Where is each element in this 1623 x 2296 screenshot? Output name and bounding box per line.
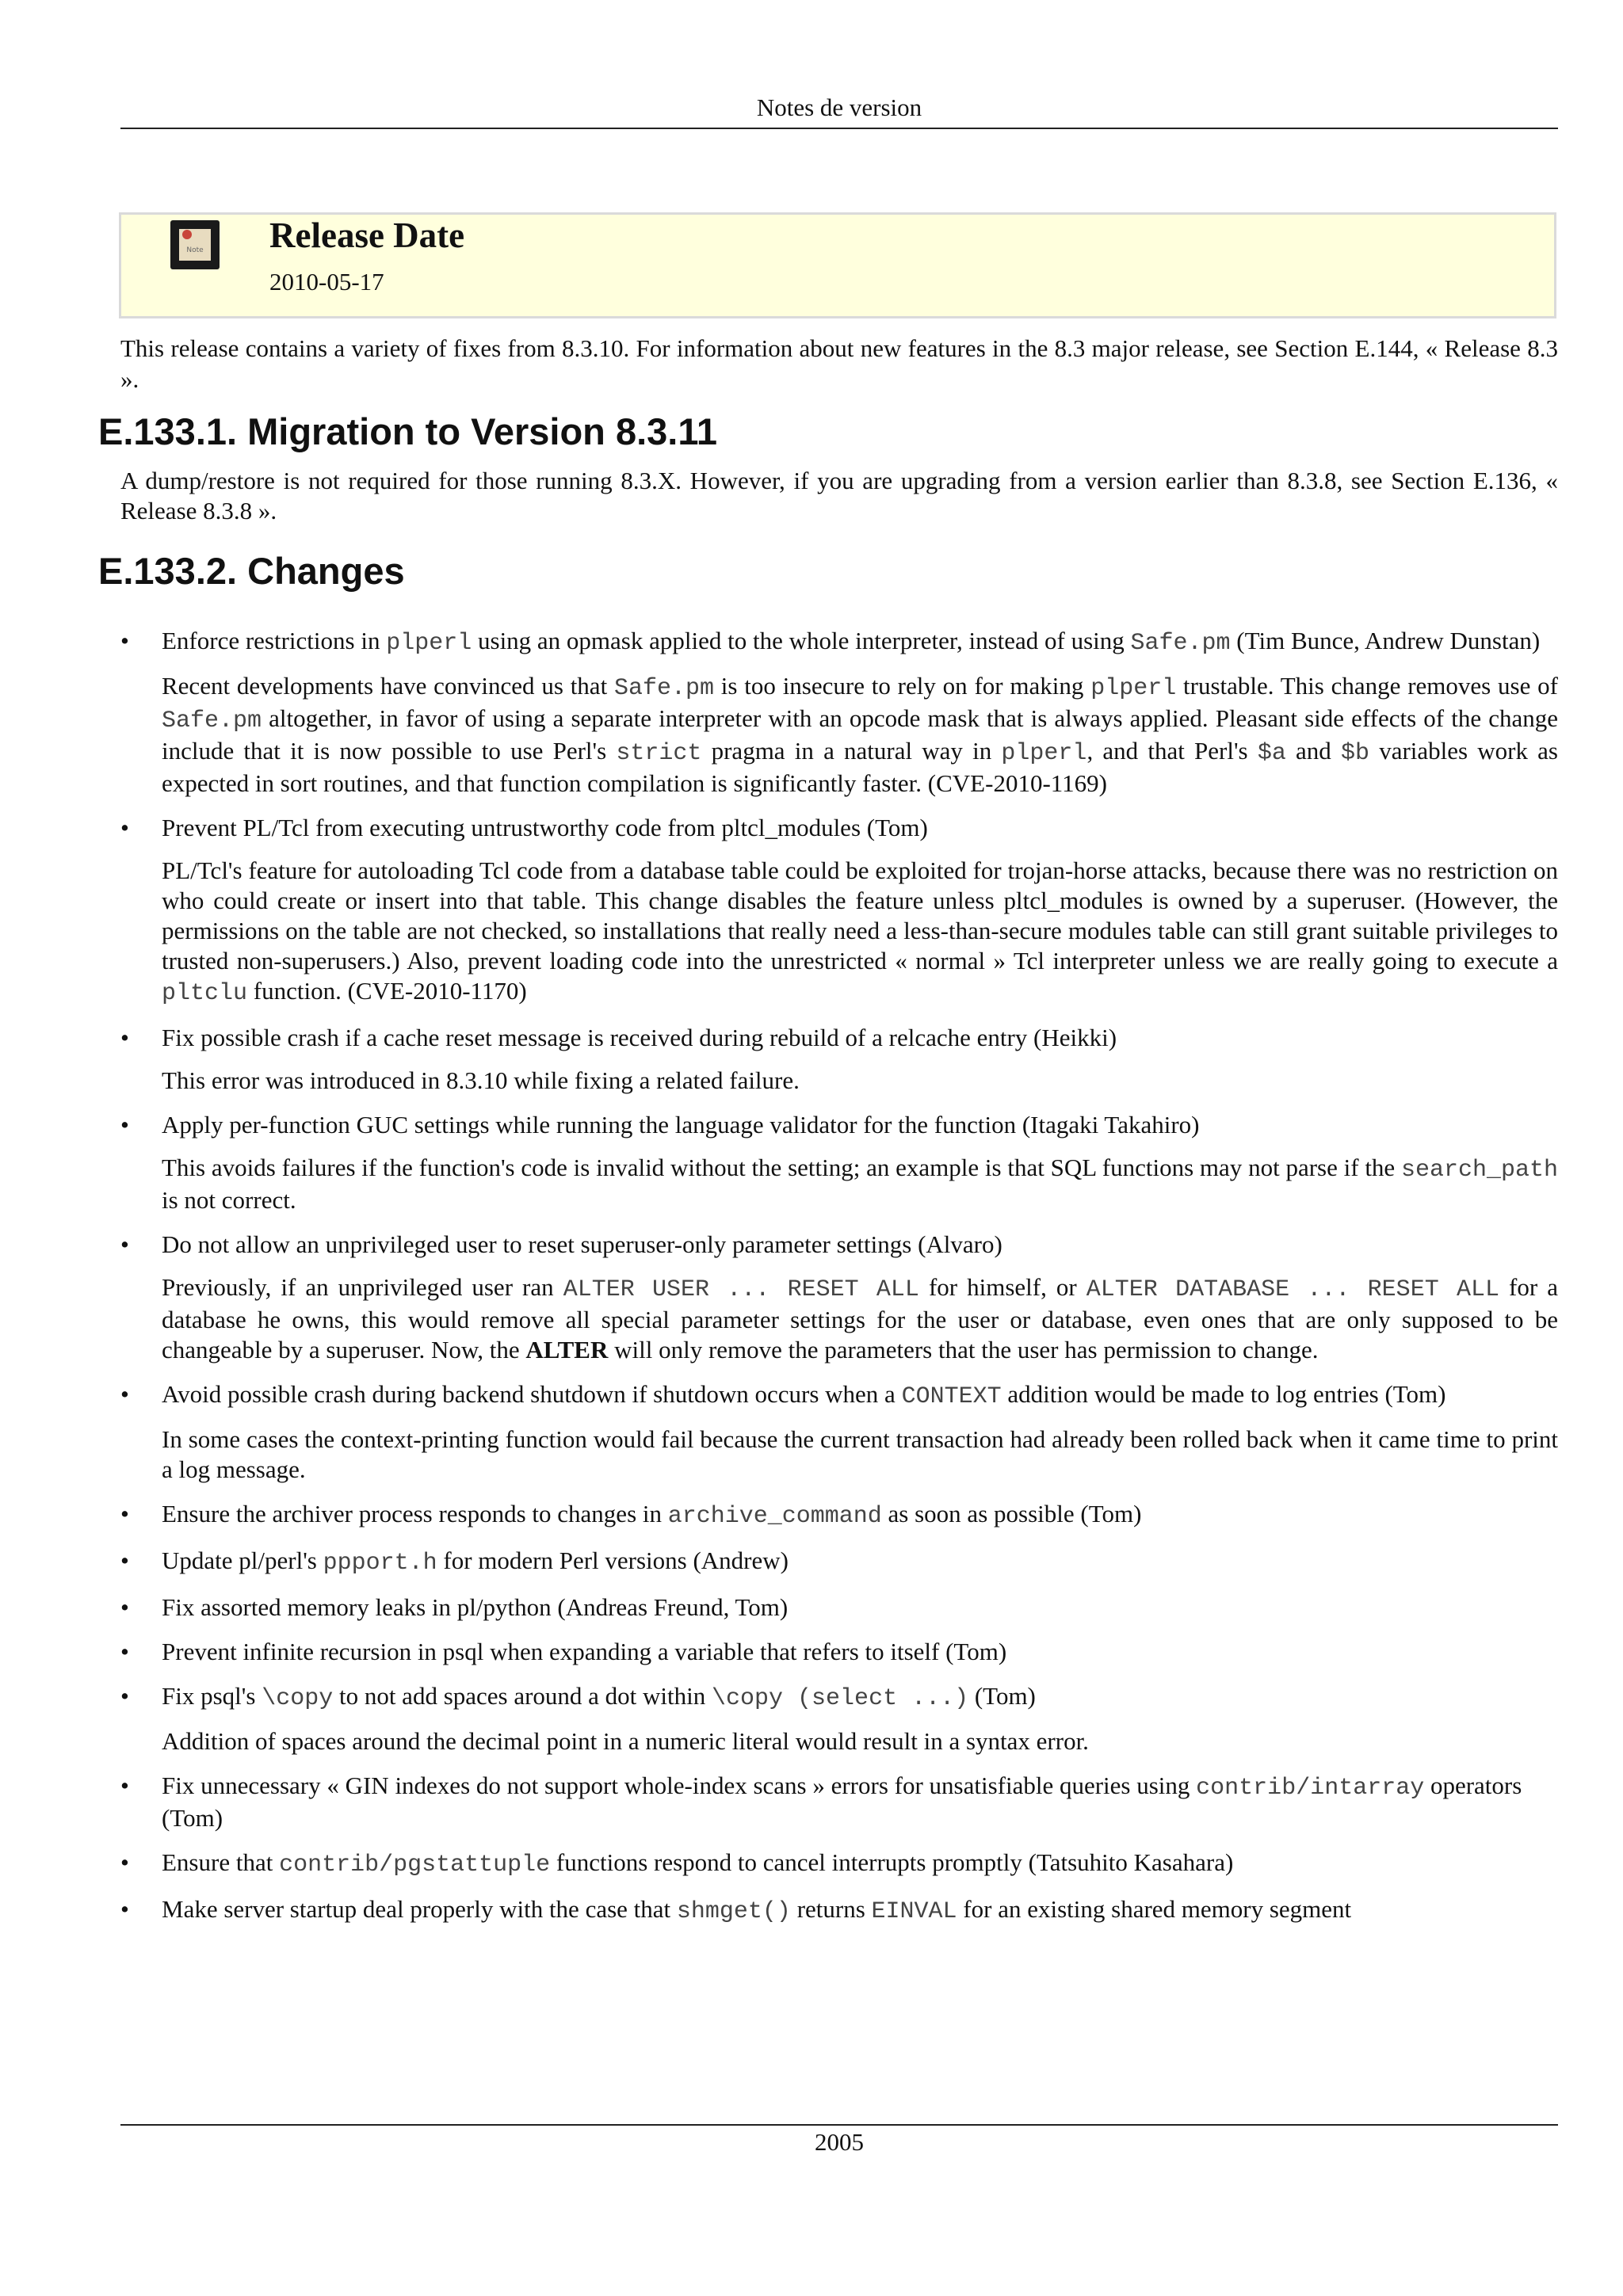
- item-lead: [162, 1637, 1558, 1667]
- item-detail: [162, 1425, 1558, 1485]
- migration-text: A dump/restore is not required for those running 8.3.X. However, if you are upgrading from a version earlier than 8.3.8, see Section E.136, « Release 8.3.8 ».: [120, 467, 1558, 524]
- migration-heading: E.133.1. Migration to Version 8.3.11: [98, 410, 718, 452]
- text-run: In some cases the context-printing function would fail because the current transaction had already been rolled back when it came time to print a log message.: [162, 1425, 1558, 1483]
- text-run: variables work as expected in sort routines, and that function compilation is significantly faster. (CVE-2010-1169): [162, 737, 1559, 797]
- text-run: Do not allow an unprivileged user to reset superuser-only parameter settings (Alvaro): [162, 1230, 1002, 1258]
- code-run: plperl: [386, 630, 472, 657]
- code-run: \copy: [262, 1685, 334, 1712]
- list-item: [120, 1230, 1558, 1365]
- text-run: and: [1285, 737, 1341, 765]
- item-lead: [162, 1848, 1558, 1880]
- item-lead: [162, 813, 1558, 843]
- running-header: Notes de version: [756, 93, 922, 121]
- pin-shape: [182, 230, 192, 239]
- text-run: is too insecure to rely on for making: [714, 672, 1091, 700]
- code-run: contrib/pgstattuple: [279, 1852, 551, 1878]
- text-run: will only remove the parameters that the user has permission to change.: [608, 1336, 1319, 1363]
- text-run: functions respond to cancel interrupts promptly (Tatsuhito Kasahara): [550, 1848, 1234, 1876]
- text-run: Fix possible crash if a cache reset message is received during rebuild of a relcache entry (Heikki): [162, 1024, 1117, 1051]
- intro-text: This release contains a variety of fixes from 8.3.10. For information about new features in the 8.3 major release, see Section E.144, « Release 8.3 ».: [120, 334, 1558, 393]
- text-run: Prevent PL/Tcl from executing untrustworthy code from pltcl_modules (Tom): [162, 814, 928, 841]
- text-run: (Tom): [968, 1682, 1036, 1710]
- text-run: Fix psql's: [162, 1682, 262, 1710]
- code-run: ALTER DATABASE ... RESET ALL: [1086, 1276, 1499, 1303]
- list-item: [120, 1023, 1558, 1096]
- item-lead: [162, 1894, 1558, 1927]
- header-rule: [120, 128, 1558, 129]
- text-run: Make server startup deal properly with the case that: [162, 1895, 677, 1923]
- text-run: function. (CVE-2010-1170): [247, 977, 527, 1005]
- item-lead: [162, 1771, 1558, 1833]
- code-run: contrib/intarray: [1196, 1775, 1425, 1802]
- item-detail: [162, 1726, 1558, 1756]
- text-run: Avoid possible crash during backend shutdown if shutdown occurs when a: [162, 1380, 902, 1408]
- text-run: addition would be made to log entries (Tom): [1001, 1380, 1446, 1408]
- text-run: for modern Perl versions (Andrew): [437, 1547, 789, 1574]
- text-run: for an existing shared memory segment: [957, 1895, 1352, 1923]
- list-item: [120, 1110, 1558, 1215]
- text-run: Apply per-function GUC settings while running the language validator for the function (Itagaki Takahiro): [162, 1111, 1200, 1138]
- list-item: [120, 813, 1558, 1009]
- text-run: Update pl/perl's: [162, 1547, 323, 1574]
- text-run: Ensure the archiver process responds to changes in: [162, 1500, 668, 1527]
- note-date: 2010-05-17: [269, 268, 384, 296]
- list-item: [120, 1848, 1558, 1880]
- code-run: $b: [1340, 740, 1369, 767]
- code-run: archive_command: [667, 1503, 882, 1530]
- item-lead: [162, 1023, 1558, 1053]
- text-run: for himself, or: [918, 1273, 1086, 1301]
- text-run: operators (Tom): [162, 1772, 1522, 1832]
- item-lead: [162, 1110, 1558, 1140]
- text-run: Enforce restrictions in: [162, 627, 387, 654]
- intro-paragraph: [120, 333, 1558, 395]
- migration-paragraph: [120, 466, 1558, 526]
- item-detail: [162, 1066, 1558, 1096]
- text-run: altogether, in favor of using a separate interpreter with an opcode mask that is always applied. Pleasant side effects of the change include that it is now possible to use Perl's: [162, 704, 1558, 765]
- item-lead: [162, 1230, 1558, 1260]
- list-item: [120, 1546, 1558, 1578]
- note-title: Release Date: [269, 215, 465, 255]
- code-run: strict: [616, 740, 702, 767]
- code-run: search_path: [1400, 1157, 1558, 1184]
- text-run: for a database he owns, this would remove all special parameter settings for the user or database, even ones that are only supposed to be changeable by a superuser. Now, the: [162, 1273, 1558, 1363]
- text-run: This avoids failures if the function's code is invalid without the setting; an example is that SQL functions may not parse if the: [162, 1154, 1401, 1181]
- code-run: Safe.pm: [162, 707, 262, 734]
- code-run: Safe.pm: [1130, 630, 1231, 657]
- text-run: Fix assorted memory leaks in pl/python (Andreas Freund, Tom): [162, 1593, 789, 1621]
- text-run: Fix unnecessary « GIN indexes do not support whole-index scans » errors for unsatisfiable queries using: [162, 1772, 1197, 1799]
- text-run: This error was introduced in 8.3.10 while fixing a related failure.: [162, 1066, 800, 1094]
- code-run: EINVAL: [871, 1898, 957, 1925]
- bold-run: ALTER: [525, 1336, 609, 1363]
- text-run: trustable. This change removes use of: [1176, 672, 1558, 700]
- item-detail: [162, 671, 1558, 799]
- list-item: [120, 1379, 1558, 1485]
- text-run: Recent developments have convinced us that: [162, 672, 614, 700]
- list-item: [120, 1499, 1558, 1531]
- main-content: [98, 333, 1559, 1941]
- list-item: [120, 626, 1558, 799]
- code-run: plperl: [1090, 675, 1177, 702]
- text-run: pragma in a natural way in: [701, 737, 1002, 765]
- text-run: (Tim Bunce, Andrew Dunstan): [1230, 627, 1541, 654]
- text-run: PL/Tcl's feature for autoloading Tcl code from a database table could be exploited for trojan-horse attacks, because there was no restriction on who could create or insert into that table. This change disables the feature unless pltcl_modules is owned by a superuser. (However, the permissions on the table are not checked, so installations that really need a less-than-secure modules table can still grant suitable privileges to trusted non-superusers.) Also, prevent loading code into the unrestricted « normal » Tcl interpreter unless we are really going to execute a: [162, 856, 1558, 974]
- text-run: Previously, if an unprivileged user ran: [162, 1273, 563, 1301]
- code-run: shmget(): [676, 1898, 791, 1925]
- release-date-note: [119, 212, 1556, 318]
- text-run: Prevent infinite recursion in psql when expanding a variable that refers to itself (Tom): [162, 1638, 1007, 1665]
- code-run: $a: [1257, 740, 1286, 767]
- code-run: pltclu: [162, 980, 248, 1007]
- text-run: to not add spaces around a dot within: [333, 1682, 712, 1710]
- text-run: Addition of spaces around the decimal point in a numeric literal would result in a syntax error.: [162, 1727, 1089, 1755]
- item-lead: [162, 1379, 1558, 1412]
- text-run: as soon as possible (Tom): [881, 1500, 1142, 1527]
- note-icon-word: Note: [186, 246, 204, 254]
- item-lead: [162, 1499, 1558, 1531]
- item-detail: [162, 856, 1558, 1009]
- footer-rule: [120, 2124, 1558, 2126]
- list-item: [120, 1894, 1558, 1927]
- code-run: CONTEXT: [901, 1383, 1002, 1410]
- code-run: \copy (select ...): [712, 1685, 969, 1712]
- changes-list: [120, 626, 1558, 1927]
- text-run: Ensure that: [162, 1848, 280, 1876]
- page-number: 2005: [815, 2128, 864, 2156]
- text-run: , and that Perl's: [1086, 737, 1258, 765]
- list-item: [120, 1771, 1558, 1833]
- code-run: ALTER USER ... RESET ALL: [563, 1276, 919, 1303]
- text-run: is not correct.: [162, 1186, 296, 1214]
- code-run: plperl: [1001, 740, 1087, 767]
- changes-heading: E.133.2. Changes: [98, 550, 405, 592]
- code-run: Safe.pm: [613, 675, 715, 702]
- list-item: [120, 1592, 1558, 1623]
- item-lead: [162, 1546, 1558, 1578]
- item-lead: [162, 1681, 1558, 1714]
- item-detail: [162, 1272, 1558, 1365]
- text-run: returns: [790, 1895, 872, 1923]
- text-run: using an opmask applied to the whole interpreter, instead of using: [472, 627, 1131, 654]
- note-icon: [170, 220, 220, 269]
- list-item: [120, 1637, 1558, 1667]
- item-detail: [162, 1153, 1558, 1215]
- code-run: ppport.h: [323, 1550, 437, 1577]
- item-lead: [162, 626, 1558, 658]
- list-item: [120, 1681, 1558, 1756]
- item-lead: [162, 1592, 1558, 1623]
